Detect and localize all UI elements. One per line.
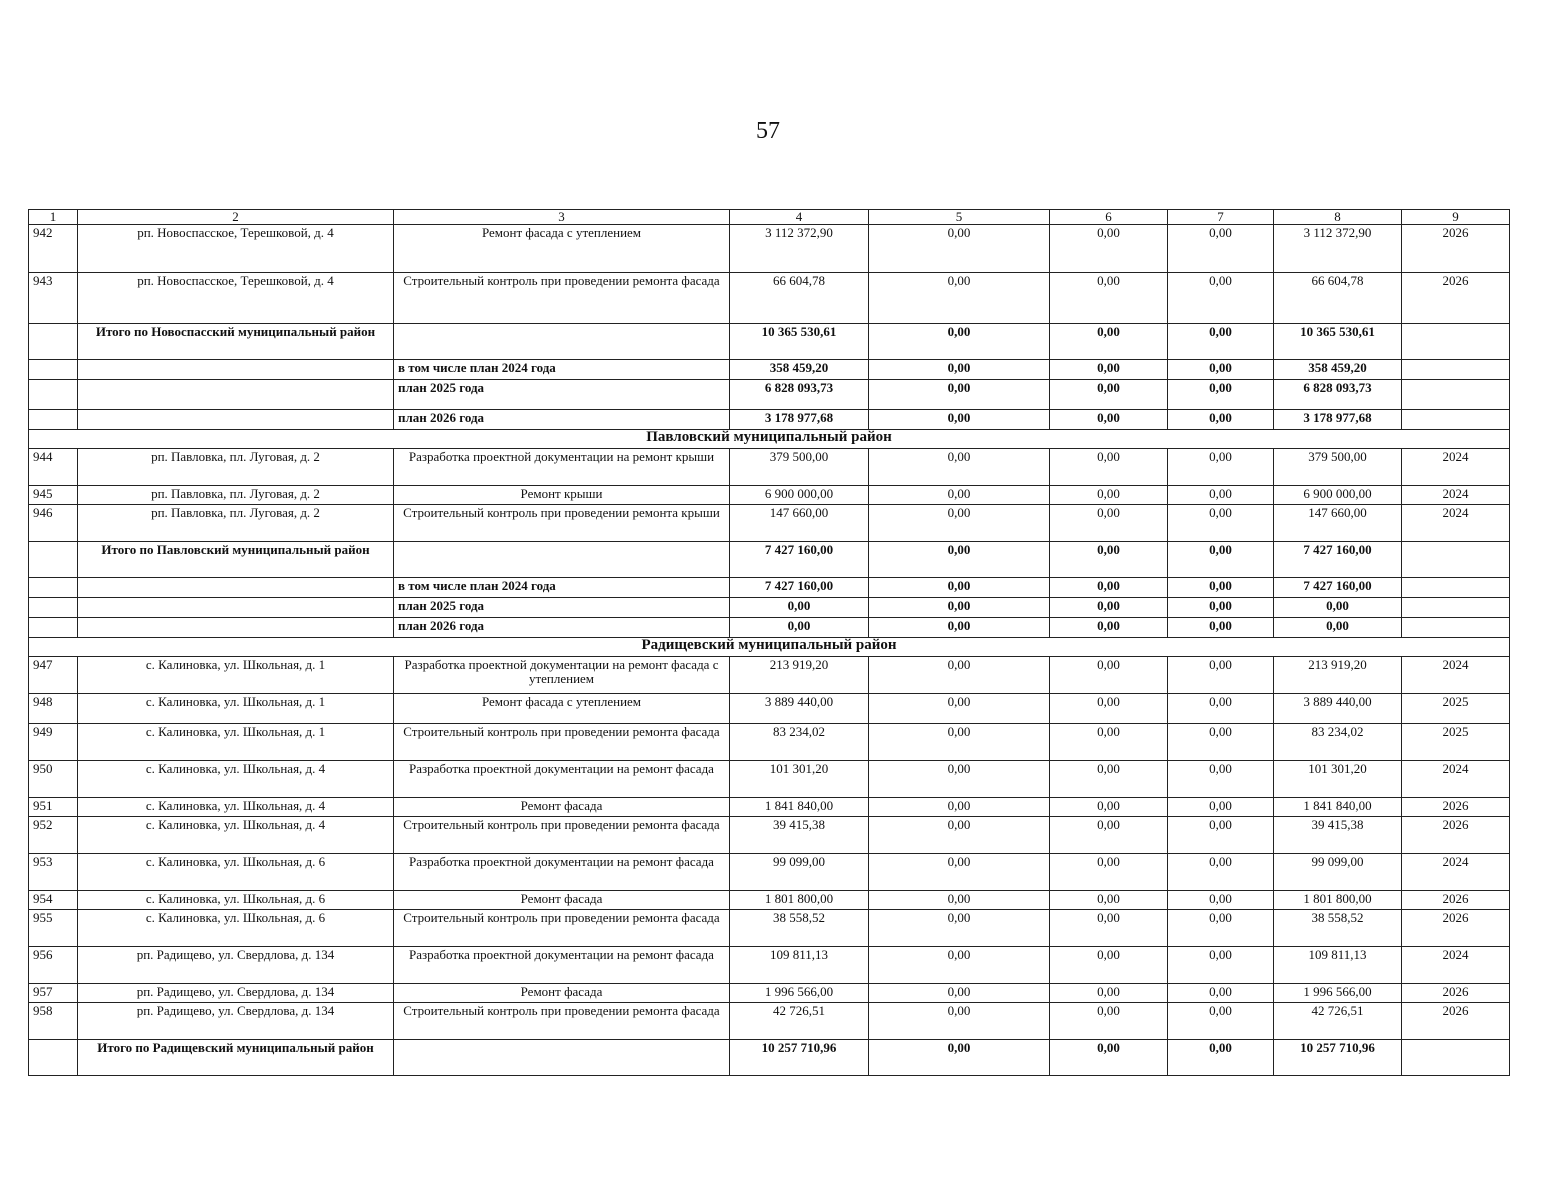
work-type: план 2025 года	[394, 380, 730, 410]
amount-owner: 7 427 160,00	[1274, 578, 1402, 598]
amount-owner: 101 301,20	[1274, 761, 1402, 798]
row-number: 952	[29, 817, 78, 854]
amount-col7: 0,00	[1168, 1040, 1274, 1076]
year	[1402, 598, 1510, 618]
amount-total: 1 841 840,00	[730, 798, 869, 817]
row-number	[29, 618, 78, 638]
year: 2026	[1402, 273, 1510, 324]
page-number: 57	[756, 118, 780, 144]
column-number: 8	[1274, 210, 1402, 225]
amount-col6: 0,00	[1050, 1040, 1168, 1076]
amount-owner: 1 841 840,00	[1274, 798, 1402, 817]
address: рп. Новоспасское, Терешковой, д. 4	[78, 273, 394, 324]
address: Итого по Павловский муниципальный район	[78, 542, 394, 578]
amount-total: 39 415,38	[730, 817, 869, 854]
amount-col6: 0,00	[1050, 542, 1168, 578]
amount-col6: 0,00	[1050, 947, 1168, 984]
region-title: Радищевский муниципальный район	[29, 638, 1510, 657]
work-type: Ремонт фасада	[394, 891, 730, 910]
address: с. Калиновка, ул. Школьная, д. 6	[78, 891, 394, 910]
amount-col7: 0,00	[1168, 618, 1274, 638]
amount-owner: 39 415,38	[1274, 817, 1402, 854]
amount-total: 7 427 160,00	[730, 542, 869, 578]
amount-col6: 0,00	[1050, 854, 1168, 891]
work-type: Разработка проектной документации на ремонт фасада	[394, 947, 730, 984]
address: с. Калиновка, ул. Школьная, д. 1	[78, 724, 394, 761]
amount-col5: 0,00	[869, 854, 1050, 891]
amount-col6: 0,00	[1050, 324, 1168, 360]
work-type: план 2026 года	[394, 410, 730, 430]
work-type: Строительный контроль при проведении ремонта фасада	[394, 1003, 730, 1040]
amount-total: 7 427 160,00	[730, 578, 869, 598]
amount-col6: 0,00	[1050, 486, 1168, 505]
amount-col5: 0,00	[869, 817, 1050, 854]
amount-owner: 3 112 372,90	[1274, 225, 1402, 273]
table-row	[29, 505, 1510, 542]
work-type: Строительный контроль при проведении ремонта фасада	[394, 817, 730, 854]
amount-col5: 0,00	[869, 380, 1050, 410]
work-type: Ремонт фасада	[394, 984, 730, 1003]
row-number: 942	[29, 225, 78, 273]
amount-col5: 0,00	[869, 578, 1050, 598]
year: 2026	[1402, 817, 1510, 854]
plan-row	[29, 578, 1510, 598]
header-row	[29, 210, 1510, 225]
amount-total: 213 919,20	[730, 657, 869, 694]
amount-total: 38 558,52	[730, 910, 869, 947]
amount-total: 109 811,13	[730, 947, 869, 984]
row-number: 958	[29, 1003, 78, 1040]
address: с. Калиновка, ул. Школьная, д. 1	[78, 657, 394, 694]
amount-owner: 3 889 440,00	[1274, 694, 1402, 724]
row-number: 954	[29, 891, 78, 910]
amount-col6: 0,00	[1050, 598, 1168, 618]
address	[78, 380, 394, 410]
amount-owner: 1 996 566,00	[1274, 984, 1402, 1003]
amount-col7: 0,00	[1168, 542, 1274, 578]
amount-col7: 0,00	[1168, 449, 1274, 486]
amount-col6: 0,00	[1050, 694, 1168, 724]
row-number	[29, 324, 78, 360]
work-type: Разработка проектной документации на ремонт фасада	[394, 761, 730, 798]
work-type: в том числе план 2024 года	[394, 578, 730, 598]
amount-col6: 0,00	[1050, 360, 1168, 380]
work-type: Строительный контроль при проведении ремонта фасада	[394, 910, 730, 947]
row-number: 951	[29, 798, 78, 817]
total-row	[29, 542, 1510, 578]
amount-col5: 0,00	[869, 984, 1050, 1003]
amount-total: 10 257 710,96	[730, 1040, 869, 1076]
amount-col5: 0,00	[869, 542, 1050, 578]
table-body	[29, 210, 1510, 1076]
amount-col7: 0,00	[1168, 360, 1274, 380]
address: с. Калиновка, ул. Школьная, д. 6	[78, 854, 394, 891]
amount-col5: 0,00	[869, 410, 1050, 430]
amount-owner: 99 099,00	[1274, 854, 1402, 891]
table-row	[29, 273, 1510, 324]
amount-col5: 0,00	[869, 618, 1050, 638]
row-number: 950	[29, 761, 78, 798]
table-row	[29, 724, 1510, 761]
table-row	[29, 761, 1510, 798]
amount-col5: 0,00	[869, 1040, 1050, 1076]
amount-col5: 0,00	[869, 449, 1050, 486]
amount-col7: 0,00	[1168, 598, 1274, 618]
year: 2026	[1402, 891, 1510, 910]
table-row	[29, 910, 1510, 947]
amount-total: 379 500,00	[730, 449, 869, 486]
year	[1402, 618, 1510, 638]
work-type: в том числе план 2024 года	[394, 360, 730, 380]
amount-col6: 0,00	[1050, 724, 1168, 761]
amount-col6: 0,00	[1050, 761, 1168, 798]
region-header-row	[29, 430, 1510, 449]
row-number: 955	[29, 910, 78, 947]
year: 2025	[1402, 724, 1510, 761]
address: с. Калиновка, ул. Школьная, д. 4	[78, 798, 394, 817]
amount-col6: 0,00	[1050, 410, 1168, 430]
amount-total: 66 604,78	[730, 273, 869, 324]
column-number: 7	[1168, 210, 1274, 225]
table-row	[29, 486, 1510, 505]
row-number: 945	[29, 486, 78, 505]
amount-col6: 0,00	[1050, 449, 1168, 486]
amount-owner: 6 900 000,00	[1274, 486, 1402, 505]
year: 2024	[1402, 486, 1510, 505]
amount-owner: 42 726,51	[1274, 1003, 1402, 1040]
amount-col6: 0,00	[1050, 798, 1168, 817]
year: 2024	[1402, 761, 1510, 798]
amount-owner: 6 828 093,73	[1274, 380, 1402, 410]
amount-col7: 0,00	[1168, 1003, 1274, 1040]
amount-col7: 0,00	[1168, 578, 1274, 598]
year	[1402, 1040, 1510, 1076]
plan-row	[29, 410, 1510, 430]
year: 2026	[1402, 1003, 1510, 1040]
row-number: 953	[29, 854, 78, 891]
amount-col7: 0,00	[1168, 947, 1274, 984]
amount-col6: 0,00	[1050, 225, 1168, 273]
column-number: 5	[869, 210, 1050, 225]
year: 2024	[1402, 449, 1510, 486]
plan-row	[29, 598, 1510, 618]
plan-row	[29, 618, 1510, 638]
plan-row	[29, 380, 1510, 410]
column-number: 4	[730, 210, 869, 225]
address: рп. Радищево, ул. Свердлова, д. 134	[78, 1003, 394, 1040]
column-number: 6	[1050, 210, 1168, 225]
address: с. Калиновка, ул. Школьная, д. 4	[78, 761, 394, 798]
address	[78, 410, 394, 430]
row-number	[29, 1040, 78, 1076]
amount-col5: 0,00	[869, 891, 1050, 910]
year: 2026	[1402, 910, 1510, 947]
amount-col7: 0,00	[1168, 854, 1274, 891]
amount-col5: 0,00	[869, 486, 1050, 505]
amount-owner: 213 919,20	[1274, 657, 1402, 694]
address: с. Калиновка, ул. Школьная, д. 1	[78, 694, 394, 724]
amount-total: 358 459,20	[730, 360, 869, 380]
work-type: Строительный контроль при проведении ремонта фасада	[394, 273, 730, 324]
amount-col5: 0,00	[869, 910, 1050, 947]
amount-col7: 0,00	[1168, 486, 1274, 505]
table-row	[29, 449, 1510, 486]
amount-col6: 0,00	[1050, 817, 1168, 854]
amount-col6: 0,00	[1050, 380, 1168, 410]
row-number	[29, 598, 78, 618]
amount-total: 6 900 000,00	[730, 486, 869, 505]
works-table	[28, 209, 1510, 1076]
work-type: Ремонт фасада	[394, 798, 730, 817]
work-type	[394, 1040, 730, 1076]
row-number	[29, 578, 78, 598]
amount-col7: 0,00	[1168, 984, 1274, 1003]
plan-row	[29, 360, 1510, 380]
year	[1402, 360, 1510, 380]
amount-total: 1 996 566,00	[730, 984, 869, 1003]
row-number	[29, 380, 78, 410]
address	[78, 360, 394, 380]
year: 2026	[1402, 225, 1510, 273]
table-row	[29, 798, 1510, 817]
address: Итого по Новоспасский муниципальный район	[78, 324, 394, 360]
amount-col5: 0,00	[869, 505, 1050, 542]
year: 2024	[1402, 854, 1510, 891]
year	[1402, 542, 1510, 578]
row-number: 947	[29, 657, 78, 694]
amount-total: 101 301,20	[730, 761, 869, 798]
amount-col5: 0,00	[869, 761, 1050, 798]
amount-owner: 0,00	[1274, 618, 1402, 638]
address: рп. Павловка, пл. Луговая, д. 2	[78, 505, 394, 542]
amount-total: 3 889 440,00	[730, 694, 869, 724]
amount-owner: 147 660,00	[1274, 505, 1402, 542]
amount-owner: 0,00	[1274, 598, 1402, 618]
amount-col5: 0,00	[869, 598, 1050, 618]
amount-col5: 0,00	[869, 947, 1050, 984]
region-title: Павловский муниципальный район	[29, 430, 1510, 449]
amount-owner: 38 558,52	[1274, 910, 1402, 947]
amount-total: 10 365 530,61	[730, 324, 869, 360]
row-number	[29, 542, 78, 578]
work-type: Разработка проектной документации на ремонт крыши	[394, 449, 730, 486]
column-number: 3	[394, 210, 730, 225]
address: рп. Радищево, ул. Свердлова, д. 134	[78, 984, 394, 1003]
amount-col5: 0,00	[869, 657, 1050, 694]
address: с. Калиновка, ул. Школьная, д. 6	[78, 910, 394, 947]
amount-col5: 0,00	[869, 360, 1050, 380]
year	[1402, 324, 1510, 360]
amount-owner: 10 257 710,96	[1274, 1040, 1402, 1076]
year: 2026	[1402, 984, 1510, 1003]
amount-owner: 358 459,20	[1274, 360, 1402, 380]
amount-col7: 0,00	[1168, 694, 1274, 724]
amount-total: 3 112 372,90	[730, 225, 869, 273]
work-type: Ремонт крыши	[394, 486, 730, 505]
row-number: 946	[29, 505, 78, 542]
amount-total: 3 178 977,68	[730, 410, 869, 430]
table-row	[29, 891, 1510, 910]
work-type: Разработка проектной документации на ремонт фасада	[394, 854, 730, 891]
address: рп. Павловка, пл. Луговая, д. 2	[78, 449, 394, 486]
amount-col7: 0,00	[1168, 410, 1274, 430]
work-type: Строительный контроль при проведении ремонта крыши	[394, 505, 730, 542]
year: 2025	[1402, 694, 1510, 724]
amount-col5: 0,00	[869, 1003, 1050, 1040]
amount-total: 83 234,02	[730, 724, 869, 761]
total-row	[29, 324, 1510, 360]
work-type: план 2025 года	[394, 598, 730, 618]
work-type: Строительный контроль при проведении ремонта фасада	[394, 724, 730, 761]
amount-owner: 83 234,02	[1274, 724, 1402, 761]
address: рп. Радищево, ул. Свердлова, д. 134	[78, 947, 394, 984]
column-number: 2	[78, 210, 394, 225]
table-row	[29, 947, 1510, 984]
table-row	[29, 1003, 1510, 1040]
column-number: 9	[1402, 210, 1510, 225]
year	[1402, 380, 1510, 410]
work-type: план 2026 года	[394, 618, 730, 638]
table-row	[29, 854, 1510, 891]
work-type: Ремонт фасада с утеплением	[394, 225, 730, 273]
row-number: 956	[29, 947, 78, 984]
amount-col7: 0,00	[1168, 817, 1274, 854]
year: 2024	[1402, 947, 1510, 984]
amount-owner: 7 427 160,00	[1274, 542, 1402, 578]
amount-col7: 0,00	[1168, 891, 1274, 910]
address	[78, 618, 394, 638]
amount-col7: 0,00	[1168, 324, 1274, 360]
amount-total: 1 801 800,00	[730, 891, 869, 910]
total-row	[29, 1040, 1510, 1076]
amount-col5: 0,00	[869, 694, 1050, 724]
work-type	[394, 542, 730, 578]
column-number: 1	[29, 210, 78, 225]
amount-col7: 0,00	[1168, 380, 1274, 410]
row-number: 943	[29, 273, 78, 324]
amount-col7: 0,00	[1168, 657, 1274, 694]
amount-col6: 0,00	[1050, 891, 1168, 910]
amount-owner: 66 604,78	[1274, 273, 1402, 324]
amount-col5: 0,00	[869, 798, 1050, 817]
amount-col7: 0,00	[1168, 225, 1274, 273]
amount-col7: 0,00	[1168, 505, 1274, 542]
amount-owner: 1 801 800,00	[1274, 891, 1402, 910]
amount-col5: 0,00	[869, 324, 1050, 360]
address	[78, 578, 394, 598]
year	[1402, 410, 1510, 430]
amount-col7: 0,00	[1168, 761, 1274, 798]
amount-owner: 10 365 530,61	[1274, 324, 1402, 360]
amount-col6: 0,00	[1050, 273, 1168, 324]
row-number: 949	[29, 724, 78, 761]
amount-col7: 0,00	[1168, 273, 1274, 324]
address: рп. Новоспасское, Терешковой, д. 4	[78, 225, 394, 273]
region-header-row	[29, 638, 1510, 657]
table-row	[29, 657, 1510, 694]
amount-col6: 0,00	[1050, 984, 1168, 1003]
amount-total: 6 828 093,73	[730, 380, 869, 410]
amount-col5: 0,00	[869, 225, 1050, 273]
year: 2024	[1402, 505, 1510, 542]
amount-owner: 3 178 977,68	[1274, 410, 1402, 430]
table-row	[29, 817, 1510, 854]
amount-total: 0,00	[730, 598, 869, 618]
amount-total: 99 099,00	[730, 854, 869, 891]
amount-col7: 0,00	[1168, 724, 1274, 761]
address	[78, 598, 394, 618]
amount-total: 0,00	[730, 618, 869, 638]
address: Итого по Радищевский муниципальный район	[78, 1040, 394, 1076]
amount-col7: 0,00	[1168, 910, 1274, 947]
amount-col6: 0,00	[1050, 1003, 1168, 1040]
table-row	[29, 225, 1510, 273]
amount-col6: 0,00	[1050, 578, 1168, 598]
amount-owner: 379 500,00	[1274, 449, 1402, 486]
row-number: 948	[29, 694, 78, 724]
amount-col6: 0,00	[1050, 618, 1168, 638]
year: 2024	[1402, 657, 1510, 694]
work-type	[394, 324, 730, 360]
row-number: 957	[29, 984, 78, 1003]
table-row	[29, 984, 1510, 1003]
row-number	[29, 410, 78, 430]
amount-col5: 0,00	[869, 273, 1050, 324]
work-type: Ремонт фасада с утеплением	[394, 694, 730, 724]
amount-total: 42 726,51	[730, 1003, 869, 1040]
year: 2026	[1402, 798, 1510, 817]
address: с. Калиновка, ул. Школьная, д. 4	[78, 817, 394, 854]
year	[1402, 578, 1510, 598]
amount-col6: 0,00	[1050, 910, 1168, 947]
amount-total: 147 660,00	[730, 505, 869, 542]
address: рп. Павловка, пл. Луговая, д. 2	[78, 486, 394, 505]
amount-col5: 0,00	[869, 724, 1050, 761]
row-number: 944	[29, 449, 78, 486]
amount-col6: 0,00	[1050, 505, 1168, 542]
table-row	[29, 694, 1510, 724]
work-type: Разработка проектной документации на ремонт фасада с утеплением	[394, 657, 730, 694]
amount-col7: 0,00	[1168, 798, 1274, 817]
amount-owner: 109 811,13	[1274, 947, 1402, 984]
amount-col6: 0,00	[1050, 657, 1168, 694]
row-number	[29, 360, 78, 380]
